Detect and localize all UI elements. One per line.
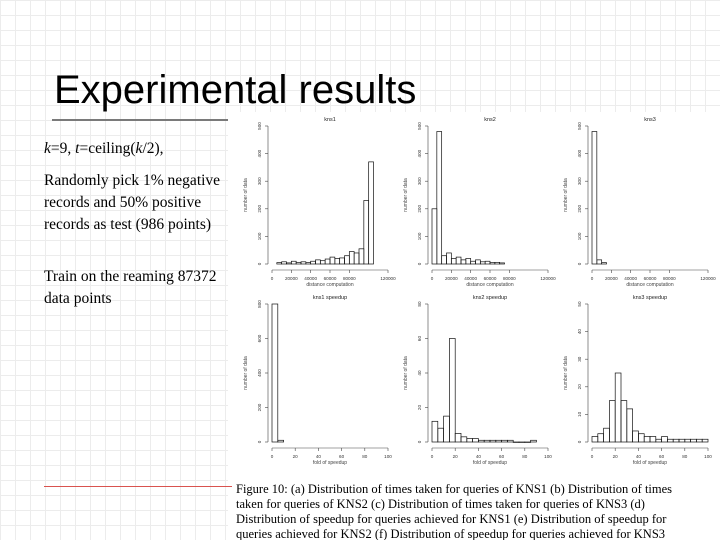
kns1-speedup-x-tick-label: 20 bbox=[292, 454, 298, 459]
kns1-bar bbox=[364, 201, 369, 264]
kns1-x-tick-label: 40000 bbox=[304, 276, 318, 281]
kns2-speedup-x-label: fold of speedup bbox=[472, 460, 508, 466]
kns1-x-tick-label: 20000 bbox=[284, 276, 298, 281]
kns1-y-tick-label: 500 bbox=[257, 122, 262, 130]
kns3-speedup-bar bbox=[679, 439, 685, 442]
histogram-kns1 bbox=[238, 114, 398, 292]
histogram-kns2-speedup bbox=[398, 292, 558, 470]
kns3-speedup-bar bbox=[691, 439, 697, 442]
kns2-speedup-bar bbox=[502, 440, 508, 442]
kns3-speedup-bar bbox=[656, 439, 662, 442]
kns2-speedup-y-tick-label: 60 bbox=[417, 335, 422, 342]
kns3-speedup-bar bbox=[627, 409, 633, 442]
kns1-bar bbox=[282, 262, 287, 264]
kns1-bar bbox=[335, 258, 340, 264]
kns3-x-tick-label: 60000 bbox=[643, 276, 657, 281]
kns1-x-tick-label: 80000 bbox=[342, 276, 356, 281]
kns3-speedup-y-tick-label: 0 bbox=[577, 440, 582, 444]
kns1-bar bbox=[320, 261, 325, 264]
kns2-speedup-bar bbox=[484, 440, 490, 442]
kns3-y-tick-label: 0 bbox=[577, 262, 582, 266]
param-end: /2), bbox=[142, 140, 164, 157]
kns1-bar bbox=[330, 257, 335, 264]
kns1-bar bbox=[306, 263, 311, 264]
kns2-bar bbox=[480, 262, 485, 264]
kns1-speedup-x-label: fold of speedup bbox=[312, 460, 348, 466]
kns1-title: kns1 bbox=[324, 117, 336, 123]
kns2-speedup-bar bbox=[478, 440, 484, 442]
kns1-speedup-y-tick-label: 0 bbox=[257, 440, 262, 444]
kns3-bar bbox=[592, 132, 597, 264]
kns1-speedup-y-tick-label: 400 bbox=[257, 369, 262, 377]
kns2-x-tick-label: 80000 bbox=[502, 276, 516, 281]
kns3-speedup-x-tick-label: 40 bbox=[635, 454, 641, 459]
kns2-bar bbox=[485, 261, 490, 264]
kns2-speedup-bar bbox=[490, 440, 496, 442]
histogram-kns1-speedup bbox=[238, 292, 398, 470]
kns3-speedup-bar bbox=[633, 431, 639, 442]
kns3-speedup-x-tick-label: 100 bbox=[704, 454, 712, 459]
kns3-x-tick-label: 40000 bbox=[624, 276, 638, 281]
kns2-speedup-x-tick-label: 80 bbox=[522, 454, 528, 459]
kns2-speedup-bar bbox=[473, 439, 479, 442]
kns1-y-tick-label: 0 bbox=[257, 262, 262, 266]
kns3-speedup-bar bbox=[609, 401, 615, 442]
kns2-speedup-bar bbox=[496, 440, 502, 442]
kns1-y-tick-label: 300 bbox=[257, 177, 262, 186]
kns3-speedup-bar bbox=[702, 439, 708, 442]
kns2-speedup-y-tick-label: 40 bbox=[417, 370, 422, 376]
kns3-x-tick-label: 20000 bbox=[604, 276, 618, 281]
figure-caption: Figure 10: (a) Distribution of times taken for queries of KNS1 (b) Distribution of times taken for queries of KNS2 (c) Distribution of times taken for queries of KNS3 (d) Distribution of speedup for queries achieved for KNS1 (e) Distribution of speedup for queries achieved for KNS2 (f) Distribution of speedup for queries achieved for KNS3 bbox=[236, 482, 673, 540]
kns2-speedup-bar bbox=[449, 339, 455, 443]
histogram-kns3 bbox=[558, 114, 718, 292]
kns3-speedup-bar bbox=[604, 428, 610, 442]
kns2-speedup-title: kns2 speedup bbox=[472, 295, 508, 301]
kns3-speedup-bar bbox=[685, 439, 691, 442]
kns2-x-tick-label: 0 bbox=[430, 276, 434, 281]
kns2-speedup-x-tick-label: 20 bbox=[452, 454, 458, 459]
kns3-speedup-bar bbox=[638, 434, 644, 442]
histogram-kns2 bbox=[398, 114, 558, 292]
slide-title: Experimental results bbox=[54, 68, 417, 112]
kns1-speedup-x-tick-label: 100 bbox=[384, 454, 392, 459]
kns3-x-tick-label: 0 bbox=[590, 276, 594, 281]
kns2-title: kns2 bbox=[484, 117, 496, 123]
figure-10 bbox=[228, 112, 720, 540]
bullet-test-set: Randomly pick 1% negative records and 50% positive records as test (986 points) bbox=[44, 172, 221, 233]
kns2-speedup-y-tick-label: 0 bbox=[417, 440, 422, 444]
kns2-bar bbox=[490, 263, 495, 264]
kns1-speedup-y-tick-label: 200 bbox=[257, 403, 262, 412]
kns1-x-tick-label: 120000 bbox=[380, 276, 396, 281]
kns2-speedup-y-tick-label: 80 bbox=[417, 301, 422, 307]
kns3-speedup-bar bbox=[615, 373, 621, 442]
kns3-x-label: distance computation bbox=[626, 282, 674, 288]
kns3-y-tick-label: 200 bbox=[577, 204, 582, 213]
kns3-speedup-bar bbox=[667, 439, 673, 442]
kns2-speedup-bar bbox=[444, 416, 450, 442]
kns2-speedup-bar bbox=[531, 440, 537, 442]
kns3-speedup-bar bbox=[598, 434, 604, 442]
kns3-x-tick-label: 80000 bbox=[662, 276, 676, 281]
kns1-bar bbox=[277, 263, 282, 264]
kns1-bar bbox=[325, 259, 330, 264]
kns2-y-tick-label: 100 bbox=[417, 232, 422, 241]
kns2-x-tick-label: 60000 bbox=[483, 276, 497, 281]
kns1-bar bbox=[296, 262, 301, 264]
caption-separator bbox=[44, 486, 232, 487]
kns2-x-tick-label: 20000 bbox=[444, 276, 458, 281]
kns1-speedup-y-tick-label: 600 bbox=[257, 334, 262, 343]
kns3-speedup-y-tick-label: 20 bbox=[577, 384, 582, 390]
kns2-y-tick-label: 300 bbox=[417, 177, 422, 186]
kns3-y-tick-label: 400 bbox=[577, 149, 582, 158]
param-t: t bbox=[75, 140, 80, 157]
kns2-x-tick-label: 40000 bbox=[464, 276, 478, 281]
kns2-speedup-y-label: number of data bbox=[403, 356, 409, 390]
kns1-x-tick-label: 0 bbox=[270, 276, 274, 281]
kns3-title: kns3 bbox=[644, 117, 656, 123]
kns2-speedup-bar bbox=[438, 428, 444, 442]
param-k2: k bbox=[135, 140, 143, 157]
kns3-y-tick-label: 300 bbox=[577, 177, 582, 186]
kns2-speedup-bar bbox=[461, 437, 467, 442]
kns3-speedup-bar bbox=[662, 436, 668, 442]
kns3-speedup-y-tick-label: 50 bbox=[577, 301, 582, 307]
kns3-y-tick-label: 100 bbox=[577, 232, 582, 241]
kns3-speedup-bar bbox=[696, 439, 702, 442]
kns2-bar bbox=[461, 260, 466, 264]
kns2-bar bbox=[442, 256, 447, 264]
param-t-eq: =ceiling( bbox=[79, 140, 136, 157]
kns1-bar bbox=[369, 162, 374, 264]
kns2-speedup-bar bbox=[432, 421, 438, 442]
kns2-speedup-x-tick-label: 60 bbox=[499, 454, 505, 459]
kns3-y-tick-label: 500 bbox=[577, 122, 582, 130]
kns3-speedup-bar bbox=[673, 439, 679, 442]
kns1-bar bbox=[345, 256, 350, 264]
kns3-speedup-y-label: number of data bbox=[563, 356, 569, 390]
bullet-train-set: Train on the reaming 87372 data points bbox=[44, 268, 217, 307]
kns3-speedup-x-tick-label: 60 bbox=[659, 454, 665, 459]
kns3-speedup-y-tick-label: 10 bbox=[577, 411, 582, 417]
kns1-y-tick-label: 400 bbox=[257, 149, 262, 158]
kns3-y-label: number of data bbox=[563, 178, 569, 212]
kns1-y-label: number of data bbox=[243, 178, 249, 212]
kns1-bar bbox=[340, 258, 345, 264]
histogram-kns3-speedup bbox=[558, 292, 718, 470]
kns1-x-tick-label: 60000 bbox=[323, 276, 337, 281]
kns1-speedup-x-tick-label: 40 bbox=[315, 454, 321, 459]
kns1-y-tick-label: 200 bbox=[257, 204, 262, 213]
kns3-speedup-y-tick-label: 30 bbox=[577, 356, 582, 362]
kns2-speedup-bar bbox=[507, 440, 513, 442]
kns2-x-tick-label: 120000 bbox=[540, 276, 556, 281]
kns2-speedup-bar bbox=[467, 439, 473, 442]
param-k-eq: =9, bbox=[50, 140, 76, 157]
kns2-bar bbox=[476, 260, 481, 264]
kns3-speedup-x-tick-label: 20 bbox=[612, 454, 618, 459]
kns1-bar bbox=[349, 252, 354, 264]
kns3-speedup-title: kns3 speedup bbox=[632, 295, 668, 301]
kns1-speedup-x-tick-label: 60 bbox=[339, 454, 345, 459]
kns2-y-label: number of data bbox=[403, 178, 409, 212]
kns1-speedup-bar bbox=[272, 304, 278, 442]
kns1-speedup-y-label: number of data bbox=[243, 356, 249, 390]
kns2-speedup-x-tick-label: 0 bbox=[430, 454, 434, 459]
kns3-speedup-x-tick-label: 80 bbox=[682, 454, 688, 459]
kns2-speedup-y-tick-label: 20 bbox=[417, 404, 422, 411]
bullet-parameters bbox=[44, 138, 224, 160]
kns1-bar bbox=[301, 262, 306, 264]
kns1-bar bbox=[287, 263, 292, 264]
kns3-speedup-bar bbox=[592, 436, 598, 442]
kns2-y-tick-label: 200 bbox=[417, 204, 422, 213]
kns2-bar bbox=[495, 262, 500, 264]
kns3-bar bbox=[602, 263, 607, 264]
kns1-speedup-bar bbox=[278, 440, 284, 442]
kns3-speedup-bar bbox=[644, 436, 650, 442]
kns3-bar bbox=[597, 260, 602, 264]
kns1-bar bbox=[291, 261, 296, 264]
kns1-bar bbox=[316, 260, 321, 264]
param-k: k bbox=[44, 140, 51, 157]
kns2-bar bbox=[447, 253, 452, 264]
kns2-bar bbox=[471, 261, 476, 264]
kns1-x-label: distance computation bbox=[306, 282, 354, 288]
kns1-speedup-x-tick-label: 0 bbox=[270, 454, 274, 459]
kns3-speedup-x-tick-label: 0 bbox=[590, 454, 594, 459]
kns1-speedup-title: kns1 speedup bbox=[312, 295, 348, 301]
kns3-speedup-bar bbox=[650, 436, 656, 442]
kns3-speedup-x-label: fold of speedup bbox=[632, 460, 668, 466]
kns2-y-tick-label: 400 bbox=[417, 149, 422, 158]
kns1-bar bbox=[354, 253, 359, 264]
kns2-bar bbox=[466, 258, 471, 264]
kns2-y-tick-label: 500 bbox=[417, 122, 422, 130]
kns3-x-tick-label: 120000 bbox=[700, 276, 716, 281]
kns1-y-tick-label: 100 bbox=[257, 232, 262, 241]
kns2-speedup-x-tick-label: 100 bbox=[544, 454, 552, 459]
kns2-bar bbox=[456, 257, 461, 264]
kns2-speedup-bar bbox=[455, 433, 461, 442]
kns2-y-tick-label: 0 bbox=[417, 262, 422, 266]
kns1-speedup-x-tick-label: 80 bbox=[362, 454, 368, 459]
title-underline bbox=[52, 119, 248, 121]
kns2-bar bbox=[432, 209, 437, 264]
kns1-bar bbox=[359, 249, 364, 264]
kns2-bar bbox=[437, 132, 442, 264]
kns3-speedup-bar bbox=[621, 401, 627, 442]
kns3-speedup-y-tick-label: 40 bbox=[577, 329, 582, 335]
kns1-bar bbox=[311, 261, 316, 264]
kns2-bar bbox=[451, 258, 456, 264]
kns2-speedup-x-tick-label: 40 bbox=[475, 454, 481, 459]
kns2-bar bbox=[500, 263, 505, 264]
kns1-speedup-y-tick-label: 800 bbox=[257, 300, 262, 308]
kns2-x-label: distance computation bbox=[466, 282, 514, 288]
